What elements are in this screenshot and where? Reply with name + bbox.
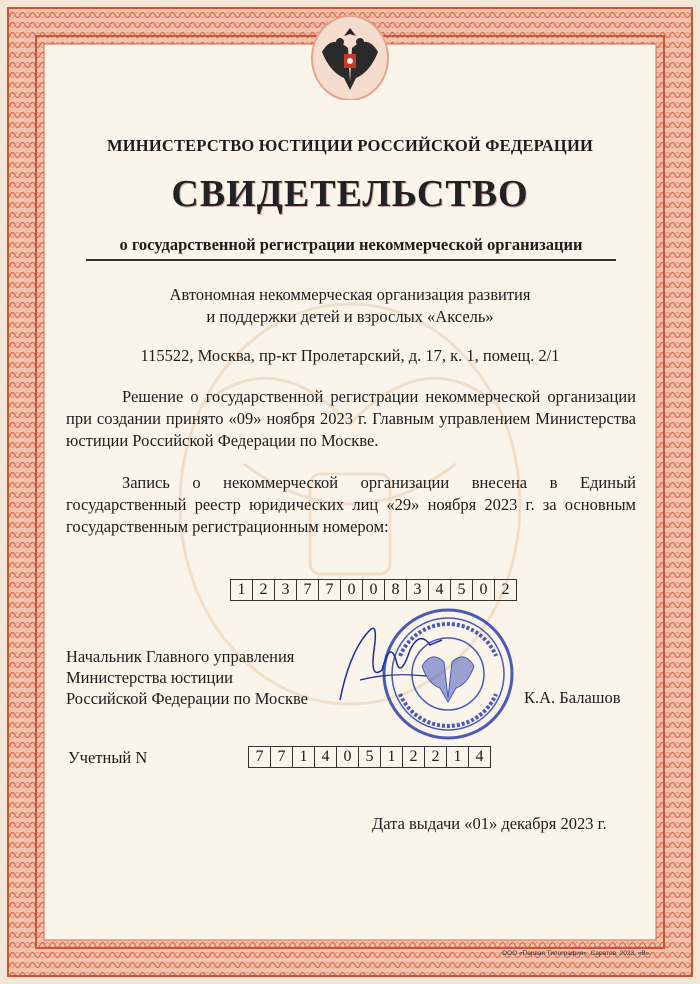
organization-name <box>0 284 700 328</box>
organization-line-2: и поддержки детей и взрослых «Аксель» <box>206 307 494 326</box>
subtitle-underline <box>86 259 616 261</box>
ogrn-digit: 0 <box>341 580 363 600</box>
ogrn-digit: 0 <box>363 580 385 600</box>
printer-imprint: ООО «Первая Типография», Саратов, 2023, «В». <box>502 950 652 957</box>
handwritten-signature <box>330 610 450 710</box>
ogrn-digit: 2 <box>501 581 510 598</box>
ogrn-digit: 8 <box>385 580 407 600</box>
organization-address: 115522, Москва, пр-кт Пролетарский, д. 17, к. 1, помещ. 2/1 <box>140 346 560 365</box>
account-digit: 1 <box>293 747 315 767</box>
account-digit: 5 <box>359 747 381 767</box>
document-title: СВИДЕТЕЛЬСТВО <box>171 173 529 215</box>
signer-name: К.А. Балашов <box>524 688 621 707</box>
account-digit: 7 <box>271 747 293 767</box>
account-digit: 4 <box>475 748 484 765</box>
chief-line-3: Российской Федерации по Москве <box>66 689 308 708</box>
coat-of-arms-icon <box>310 12 390 100</box>
account-label: Учетный N <box>68 748 148 767</box>
account-digit: 1 <box>447 747 469 767</box>
ogrn-digit: 5 <box>451 580 473 600</box>
ogrn-number-boxes <box>230 579 517 601</box>
account-digit: 4 <box>315 747 337 767</box>
ogrn-digit: 1 <box>231 580 253 600</box>
organization-line-1: Автономная некоммерческая организация развития <box>169 285 531 304</box>
record-paragraph: Запись о некоммерческой организации внесена в Единый государственный реестр юридических лиц «29» ноября 2023 г. за основным государственным регистрационным номером: <box>66 473 636 536</box>
account-digit: 2 <box>403 747 425 767</box>
ogrn-digit: 7 <box>297 580 319 600</box>
account-number-boxes <box>248 746 491 768</box>
ogrn-digit: 7 <box>319 580 341 600</box>
chief-title <box>66 646 308 709</box>
account-digit: 2 <box>425 747 447 767</box>
ogrn-digit: 0 <box>473 580 495 600</box>
ogrn-digit: 2 <box>253 580 275 600</box>
ministry-heading: МИНИСТЕРСТВО ЮСТИЦИИ РОССИЙСКОЙ ФЕДЕРАЦИИ <box>106 136 594 155</box>
ogrn-digit: 4 <box>429 580 451 600</box>
issue-date: Дата выдачи «01» декабря 2023 г. <box>372 814 607 833</box>
ogrn-digit: 3 <box>275 580 297 600</box>
decision-paragraph: Решение о государственной регистрации некоммерческой организации при создании принято «09» ноября 2023 г. Главным управлением Министерства юстиции Российской Федерации по Москве. <box>66 387 636 450</box>
chief-line-1: Начальник Главного управления <box>66 647 295 666</box>
ogrn-digit: 3 <box>407 580 429 600</box>
chief-line-2: Министерства юстиции <box>66 668 234 687</box>
account-digit: 7 <box>249 747 271 767</box>
account-digit: 0 <box>337 747 359 767</box>
account-digit: 1 <box>381 747 403 767</box>
document-subtitle: о государственной регистрации некоммерческой организации <box>119 235 583 254</box>
